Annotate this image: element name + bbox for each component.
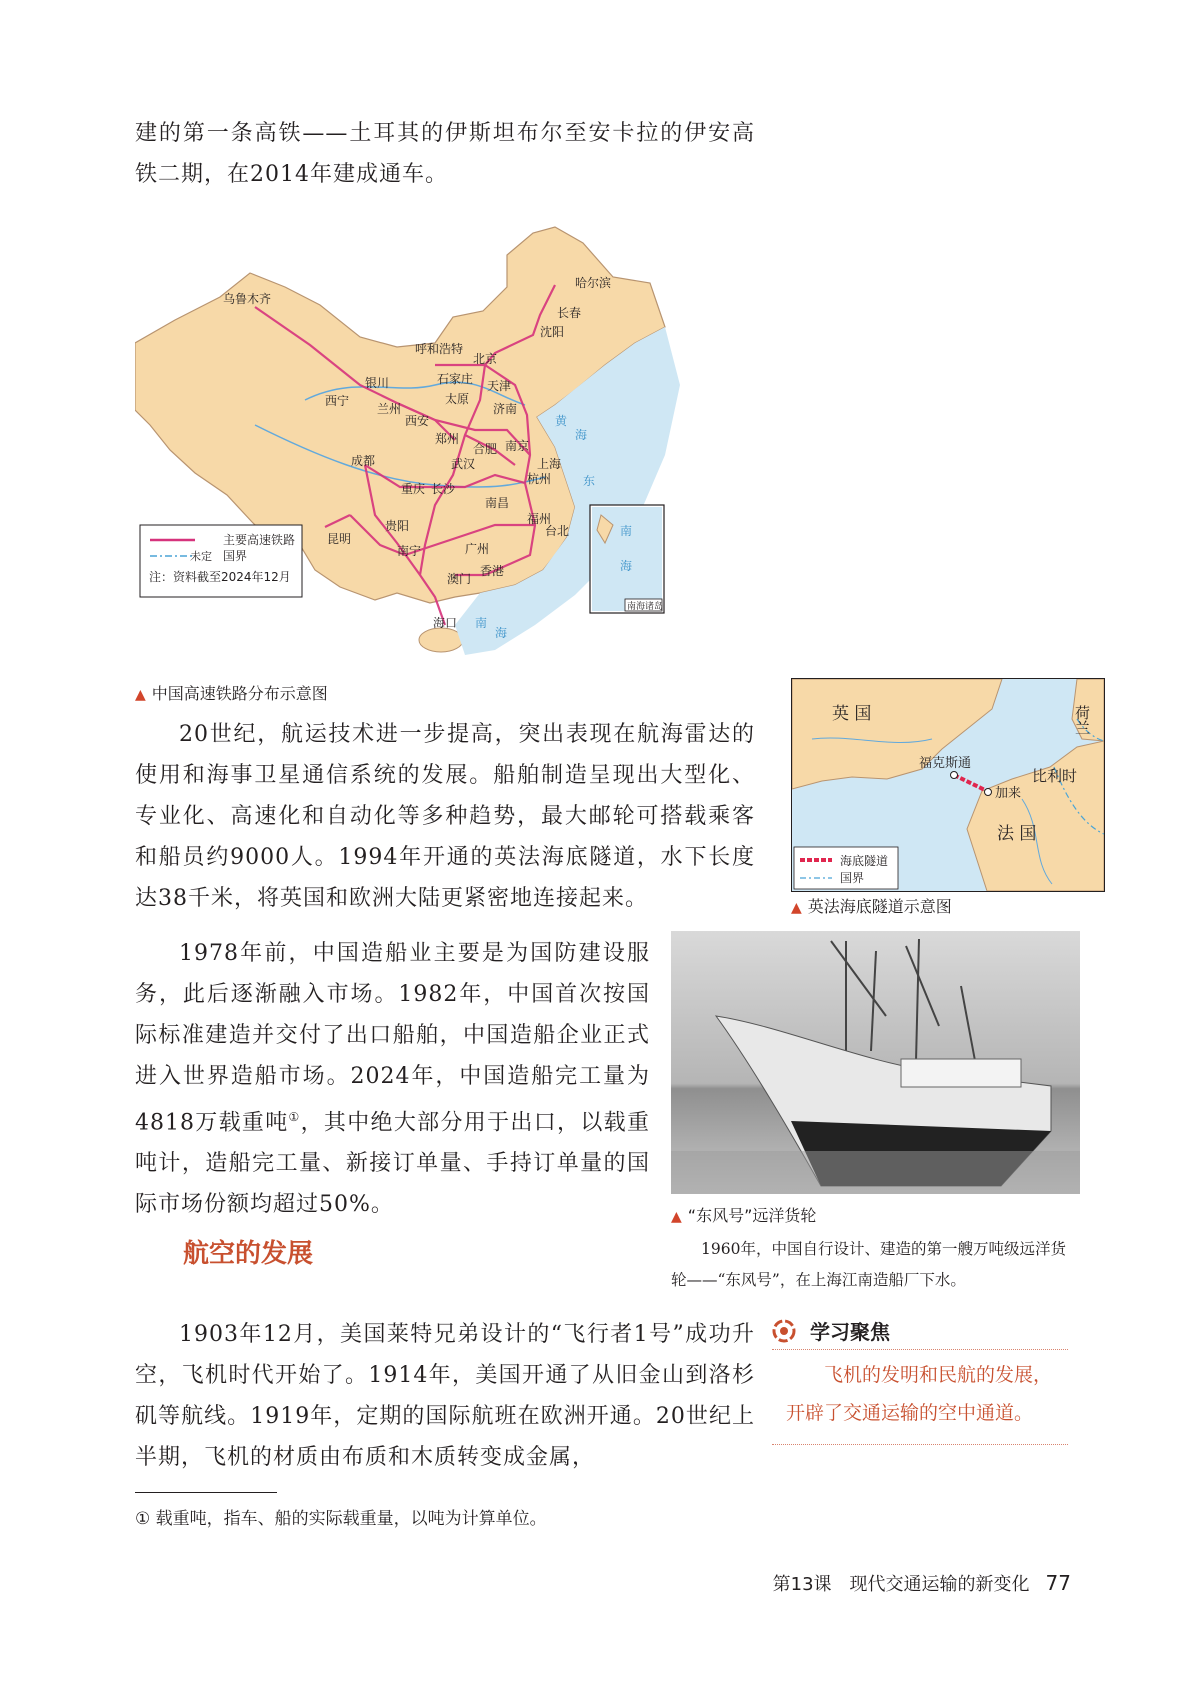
city-label: 昆明: [327, 532, 352, 546]
city-label: 合肥: [473, 442, 498, 456]
uk-label: 英 国: [832, 704, 872, 724]
city-label: 兰州: [377, 402, 402, 416]
belgium-label: 比利时: [1032, 767, 1078, 785]
sea-label: 海: [620, 559, 633, 573]
city-label: 石家庄: [437, 372, 474, 386]
city-label: 成都: [351, 454, 376, 468]
section-heading-aviation: 航空的发展: [183, 1239, 314, 1269]
city-label: 西宁: [325, 394, 350, 408]
sea-label: 海: [575, 428, 588, 442]
city-label: 武汉: [451, 457, 476, 471]
city-label: 太原: [445, 392, 470, 406]
legend-rail-label: 主要高速铁路: [223, 533, 296, 547]
legend-border-label: 国界: [223, 549, 248, 563]
shipping-paragraph: 20世纪，航运技术进一步提高，突出表现在航海雷达的使用和海事卫星通信系统的发展。船舶制造呈现出大型化、专业化、高速化和自动化等多种趋势，最大邮轮可搭载乘客和船员约9000人。1994年开通的英法海底隧道，水下长度达38千米，将英国和欧洲大陆更紧密地连接起来。: [135, 722, 755, 911]
page-footer: [773, 1570, 1071, 1596]
focus-text: 飞机的发明和民航的发展，开辟了交通运输的空中通道。: [786, 1364, 1053, 1424]
city-label: 哈尔滨: [575, 276, 612, 290]
focus-divider: [772, 1444, 1068, 1445]
legend-undetermined-label: 未定: [190, 550, 212, 563]
tunnel-line: [954, 775, 987, 791]
lesson-title: 第13课 现代交通运输的新变化: [772, 1574, 1030, 1595]
france-label: 法 国: [997, 824, 1037, 844]
netherlands-label: 荷兰: [1073, 705, 1091, 735]
channel-tunnel-map: [791, 678, 1105, 892]
footnote: ① 载重吨，指车、船的实际载重量，以吨为计算单位。: [135, 1509, 547, 1529]
city-label: 重庆: [401, 482, 426, 496]
sea-label: 海: [495, 626, 508, 640]
ship-photo: [671, 931, 1080, 1194]
city-label: 海口: [433, 616, 458, 630]
ship-photo-description: 1960年，中国自行设计、建造的第一艘万吨级远洋货轮——“东风号”，在上海江南造船厂下水。: [671, 1240, 1066, 1289]
legend-note: 注：资料截至2024年12月: [149, 570, 291, 584]
city-label: 广州: [465, 542, 490, 556]
city-label: 福州: [527, 512, 552, 526]
city-label: 澳门: [447, 572, 472, 586]
sea-label: 东: [583, 474, 596, 488]
intro-paragraph: 建的第一条高铁——土耳其的伊斯坦布尔至安卡拉的伊安高铁二期，在2014年建成通车。: [135, 121, 755, 187]
city-label: 长沙: [431, 482, 456, 496]
calais-label: 加来: [995, 786, 1022, 801]
city-label: 北京: [473, 352, 498, 366]
ship-photo-caption: ▲ “东风号”远洋货轮: [671, 1206, 817, 1225]
city-label: 南昌: [485, 496, 510, 510]
legend-tunnel-label: 海底隧道: [840, 854, 889, 868]
city-label: 沈阳: [540, 325, 565, 339]
city-label: 西安: [405, 414, 430, 428]
tunnel-map-caption: ▲ 英法海底隧道示意图: [791, 897, 952, 916]
china-map-caption: ▲ 中国高速铁路分布示意图: [135, 684, 328, 703]
focus-title: 学习聚焦: [810, 1320, 890, 1344]
city-label: 台北: [545, 524, 570, 538]
city-label: 银川: [365, 376, 390, 390]
city-label: 贵阳: [385, 519, 410, 533]
aviation-paragraph: 1903年12月，美国莱特兄弟设计的“飞行者1号”成功升空，飞机时代开始了。1914年，美国开通了从旧金山到洛杉矶等航线。1919年，定期的国际航班在欧洲开通。20世纪上半期，飞机的材质由布质和木质转变成金属，: [135, 1322, 755, 1470]
city-label: 天津: [487, 379, 512, 393]
sea-label: 南: [475, 616, 488, 630]
city-label: 郑州: [435, 432, 460, 446]
city-label: 长春: [557, 306, 582, 320]
inset-label: 南海诸岛: [627, 602, 664, 612]
city-label: 济南: [493, 402, 518, 416]
focus-icon: [772, 1319, 796, 1343]
folkestone-label: 福克斯通: [919, 756, 972, 771]
city-label: 呼和浩特: [415, 342, 464, 356]
footnote-marker: ①: [288, 1110, 301, 1124]
hainan-island: [419, 628, 463, 652]
footnote-divider: [135, 1492, 277, 1493]
city-label: 杭州: [527, 472, 552, 486]
city-label: 香港: [480, 564, 505, 578]
city-label: 上海: [537, 457, 562, 471]
sea-label: 黄: [555, 414, 568, 428]
city-label: 南京: [505, 439, 530, 453]
sea-label: 南: [620, 524, 633, 538]
legend-border-label: 国界: [840, 871, 865, 885]
page-number: 77: [1045, 1571, 1071, 1595]
shipbuilding-paragraph: 1978年前，中国造船业主要是为国防建设服务，此后逐渐融入市场。1982年，中国首次按国际标准建造并交付了出口船舶，中国造船企业正式进入世界造船市场。2024年，中国造船完工量为4818万载重吨①，其中绝大部分用于出口，以载重吨计，造船完工量、新接订单量、手持订单量的国际市场份额均超过50%。: [135, 941, 650, 1218]
china-rail-map: [135, 225, 730, 665]
city-label: 乌鲁木齐: [223, 292, 272, 306]
city-label: 南宁: [397, 544, 422, 558]
learning-focus-box: [772, 1316, 1068, 1445]
